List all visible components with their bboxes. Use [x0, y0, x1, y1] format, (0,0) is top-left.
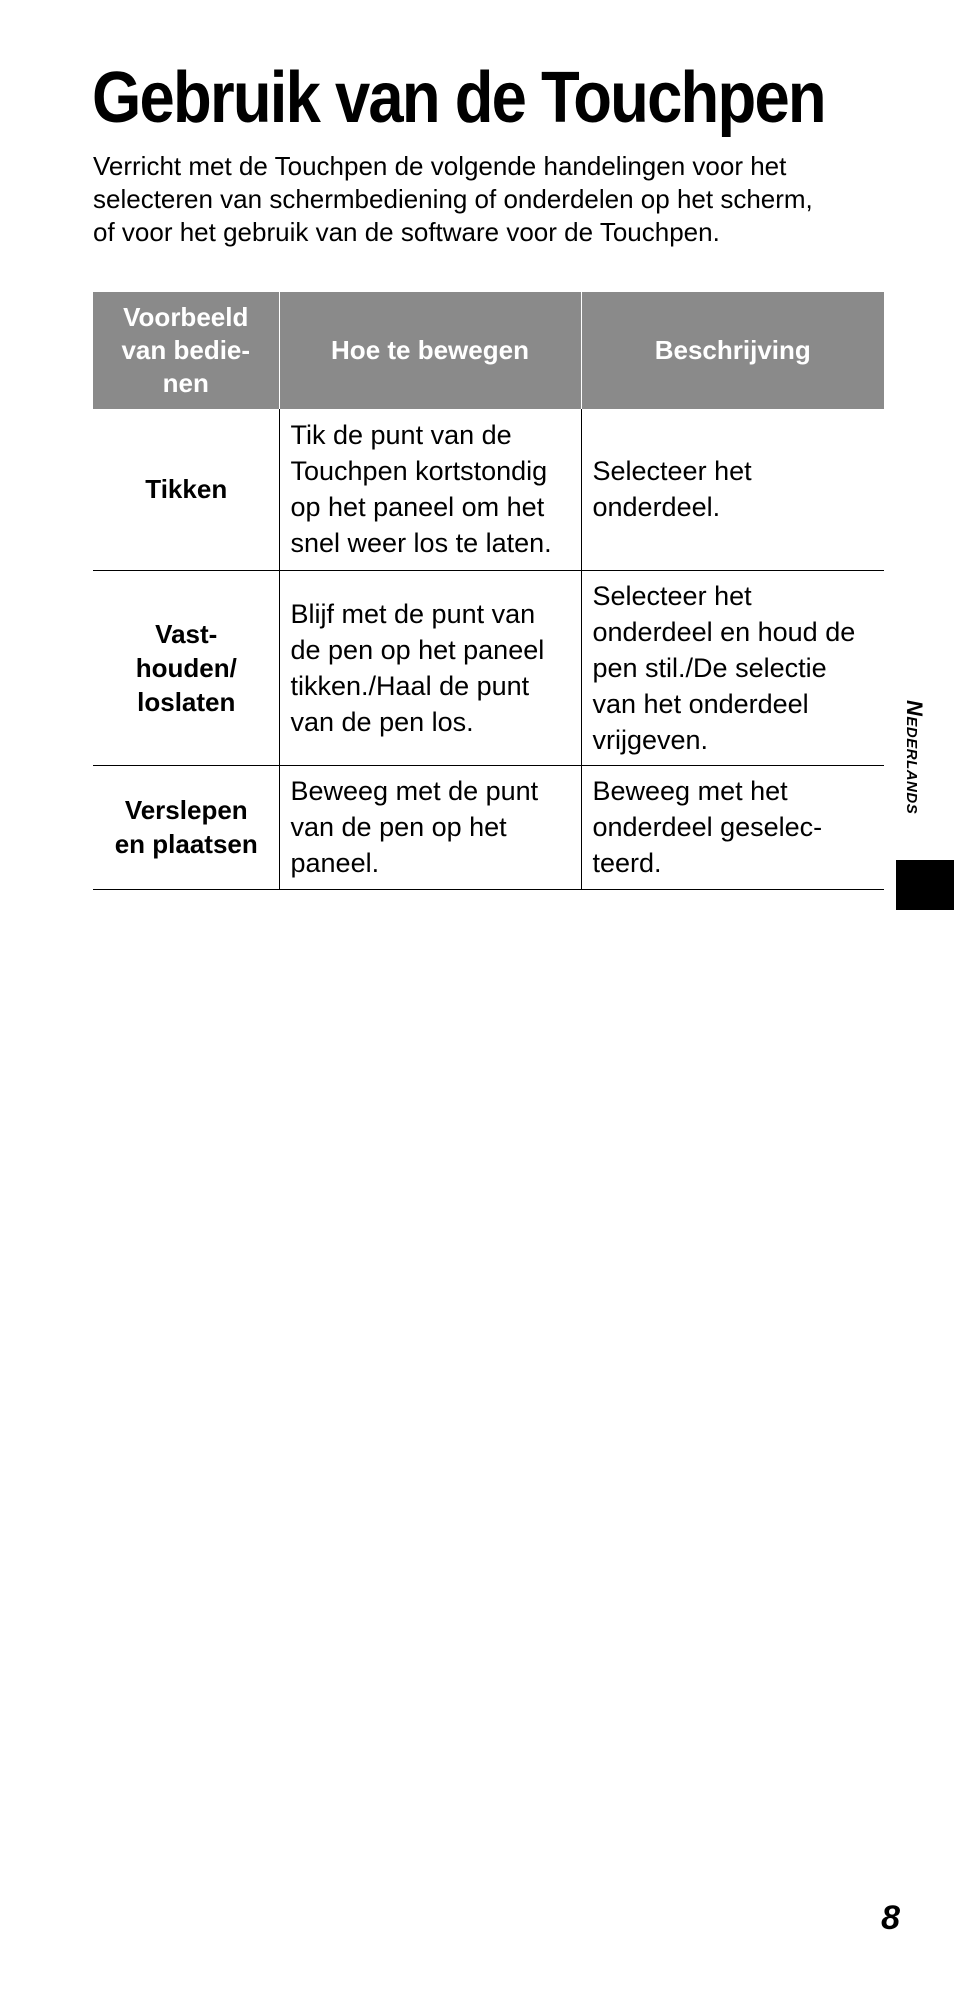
- language-tab-marker: [896, 860, 954, 910]
- intro-paragraph: [93, 150, 893, 249]
- cell-line: tikken./Haal de punt: [290, 670, 530, 701]
- row-description: [581, 765, 884, 889]
- header-how: Hoe te bewegen: [279, 292, 581, 409]
- header-example-line: Voorbeeld: [123, 302, 249, 332]
- cell-line: onderdeel geselec-: [592, 812, 823, 842]
- cell-line: pen stil./De selectie: [592, 652, 827, 683]
- cell-line: Touchpen kortstondig: [290, 456, 548, 487]
- header-example: [93, 292, 279, 409]
- cell-line: Vast-: [155, 618, 218, 649]
- cell-line: paneel.: [290, 848, 380, 878]
- header-description: Beschrijving: [581, 292, 884, 409]
- cell-line: van de pen op het: [290, 812, 507, 842]
- row-description: [581, 409, 884, 570]
- row-how: [279, 765, 581, 889]
- cell-line: teerd.: [592, 848, 662, 878]
- cell-line: Verslepen: [124, 795, 248, 825]
- language-tab-label: Nederlands: [902, 700, 927, 815]
- header-example-line: nen: [162, 368, 209, 398]
- cell-line: loslaten: [137, 686, 236, 717]
- row-action: [93, 409, 279, 570]
- row-action: [93, 765, 279, 889]
- cell-line: snel weer los te laten.: [290, 528, 552, 559]
- intro-line: Verricht met de Touchpen de volgende handelingen voor het: [93, 151, 787, 181]
- table-row: [93, 765, 884, 889]
- page-title: Gebruik van de Touchpen: [92, 58, 825, 138]
- cell-line: Tik de punt van de: [290, 420, 512, 451]
- table-row: [93, 570, 884, 765]
- cell-line: Beweeg met het: [592, 776, 788, 806]
- cell-line: Tikken: [145, 474, 228, 505]
- gestures-table: [93, 292, 884, 890]
- cell-line: van de pen los.: [290, 706, 474, 737]
- row-how: [279, 570, 581, 765]
- cell-line: van het onderdeel: [592, 688, 809, 719]
- cell-line: Selecteer het: [592, 580, 752, 611]
- page-number: 8: [881, 1899, 900, 1937]
- header-example-line: van bedie-: [121, 335, 251, 365]
- cell-line: op het paneel om het: [290, 492, 545, 523]
- intro-line: of voor het gebruik van de software voor de Touchpen.: [93, 217, 720, 247]
- cell-line: vrijgeven.: [592, 724, 709, 755]
- table-header-row: [93, 292, 884, 409]
- intro-line: selecteren van schermbediening of onderdelen op het scherm,: [93, 184, 813, 214]
- table-row: [93, 409, 884, 570]
- row-description: [581, 570, 884, 765]
- cell-line: de pen op het paneel: [290, 634, 545, 665]
- cell-line: Selecteer het: [592, 456, 752, 487]
- cell-line: onderdeel.: [592, 492, 721, 523]
- row-action: [93, 570, 279, 765]
- cell-line: en plaatsen: [114, 829, 258, 859]
- cell-line: onderdeel en houd de: [592, 616, 856, 647]
- cell-line: houden/: [135, 652, 237, 683]
- row-how: [279, 409, 581, 570]
- cell-line: Blijf met de punt van: [290, 598, 536, 629]
- cell-line: Beweeg met de punt: [290, 776, 539, 806]
